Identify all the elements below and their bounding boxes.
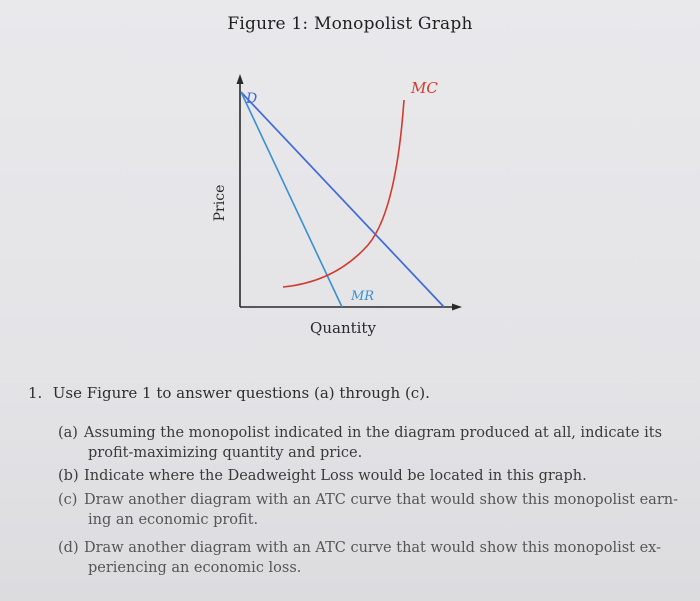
part-text-line2: periencing an economic loss.: [88, 560, 302, 576]
part-text-line2: ing an economic profit.: [88, 512, 259, 528]
part-text-line1: Indicate where the Deadweight Loss would be located in this graph.: [84, 468, 587, 484]
marginal-revenue-label: MR: [351, 289, 375, 304]
question-1: [28, 384, 430, 402]
part-text-line1: Draw another diagram with an ATC curve that would show this monopolist ex-: [84, 540, 661, 556]
demand-curve: [241, 92, 444, 307]
part-label: (d): [58, 540, 79, 556]
question-part-b: [58, 466, 678, 486]
question-part-a: [58, 423, 678, 463]
part-label: (c): [58, 492, 78, 508]
question-part-c: [58, 490, 678, 530]
marginal-cost-curve: [283, 100, 404, 287]
part-text-line1: Assuming the monopolist indicated in the diagram produced at all, indicate its: [84, 425, 663, 441]
question-part-d: [58, 538, 678, 578]
question-prompt: Use Figure 1 to answer questions (a) through (c).: [52, 384, 430, 402]
part-label: (a): [58, 425, 78, 441]
part-text-line1: Draw another diagram with an ATC curve that would show this monopolist earn-: [84, 492, 678, 508]
demand-label: D: [246, 91, 258, 107]
marginal-cost-label: MC: [411, 79, 438, 97]
figure-title: Figure 1: Monopolist Graph: [227, 14, 473, 34]
y-axis-label: Price: [212, 184, 228, 222]
part-text-line2: profit-maximizing quantity and price.: [88, 445, 363, 461]
part-label: (b): [58, 468, 79, 484]
x-axis-label: Quantity: [310, 319, 376, 337]
y-axis-arrow: [237, 74, 244, 84]
x-axis-arrow: [452, 304, 462, 311]
question-number: 1.: [28, 384, 43, 402]
